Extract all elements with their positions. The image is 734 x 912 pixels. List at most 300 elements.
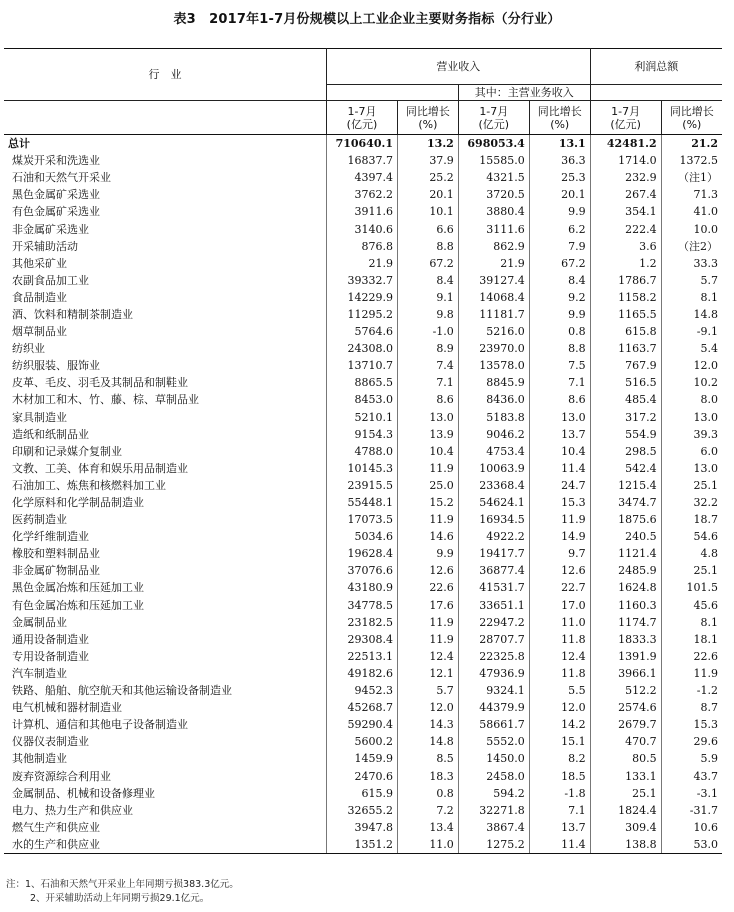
profit-value-cell: 554.9: [590, 426, 661, 443]
profit-value-cell: 2485.9: [590, 562, 661, 579]
table-row: [4, 272, 722, 289]
main-revenue-growth-cell: 9.7: [529, 545, 590, 562]
table-row: [4, 716, 722, 733]
profit-growth-cell: 18.1: [661, 631, 722, 648]
main-revenue-growth-cell: 11.4: [529, 460, 590, 477]
profit-value-cell: 3966.1: [590, 665, 661, 682]
main-revenue-growth-cell: 15.3: [529, 494, 590, 511]
table-row: [4, 443, 722, 460]
revenue-value-cell: 22513.1: [326, 648, 397, 665]
industry-name-cell: 家具制造业: [4, 409, 326, 426]
revenue-growth-cell: 9.8: [397, 306, 458, 323]
revenue-growth-cell: 14.3: [397, 716, 458, 733]
profit-growth-cell: -9.1: [661, 323, 722, 340]
main-revenue-value-cell: 3867.4: [458, 819, 529, 836]
revenue-growth-cell: 37.9: [397, 152, 458, 169]
revenue-growth-cell: 12.1: [397, 665, 458, 682]
profit-growth-cell: 5.4: [661, 340, 722, 357]
main-revenue-value-cell: 44379.9: [458, 699, 529, 716]
revenue-value-cell: 4397.4: [326, 169, 397, 186]
profit-value-cell: 133.1: [590, 767, 661, 784]
revenue-growth-cell: 22.6: [397, 579, 458, 596]
revenue-growth-cell: 12.0: [397, 699, 458, 716]
profit-growth-cell: 53.0: [661, 836, 722, 854]
main-revenue-value-cell: 15585.0: [458, 152, 529, 169]
main-revenue-growth-cell: 7.1: [529, 802, 590, 819]
table-row: [4, 203, 722, 220]
revenue-value-cell: 9452.3: [326, 682, 397, 699]
revenue-growth-cell: 12.4: [397, 648, 458, 665]
profit-value-cell: 1215.4: [590, 477, 661, 494]
main-revenue-growth-cell: -1.8: [529, 785, 590, 802]
industry-name-cell: 其他采矿业: [4, 255, 326, 272]
revenue-growth-cell: -1.0: [397, 323, 458, 340]
main-revenue-growth-cell: 9.9: [529, 203, 590, 220]
profit-growth-cell: 21.2: [661, 135, 722, 153]
profit-growth-cell: 32.2: [661, 494, 722, 511]
revenue-growth-cell: 8.8: [397, 238, 458, 255]
table-row: [4, 733, 722, 750]
table-row: [4, 460, 722, 477]
table-row: [4, 409, 722, 426]
main-revenue-growth-header: 同比增长 (%): [529, 101, 590, 135]
main-revenue-growth-cell: 13.7: [529, 426, 590, 443]
main-revenue-value-cell: 9324.1: [458, 682, 529, 699]
revenue-growth-cell: 11.9: [397, 614, 458, 631]
profit-value-cell: 1174.7: [590, 614, 661, 631]
industry-name-cell: 有色金属冶炼和压延加工业: [4, 597, 326, 614]
main-revenue-value-cell: 16934.5: [458, 511, 529, 528]
revenue-value-cell: 3762.2: [326, 186, 397, 203]
profit-value-cell: 1714.0: [590, 152, 661, 169]
profit-value-cell: 2574.6: [590, 699, 661, 716]
main-revenue-growth-cell: 18.5: [529, 767, 590, 784]
revenue-growth-cell: 5.7: [397, 682, 458, 699]
profit-value-cell: 138.8: [590, 836, 661, 854]
profit-value-cell: 1158.2: [590, 289, 661, 306]
revenue-growth-cell: 10.4: [397, 443, 458, 460]
industry-name-cell: 电力、热力生产和供应业: [4, 802, 326, 819]
profit-value-cell: 1624.8: [590, 579, 661, 596]
main-revenue-growth-cell: 8.2: [529, 750, 590, 767]
industry-name-cell: 铁路、船舶、航空航天和其他运输设备制造业: [4, 682, 326, 699]
profit-value-cell: 1.2: [590, 255, 661, 272]
main-revenue-value-cell: 58661.7: [458, 716, 529, 733]
profit-value-cell: 470.7: [590, 733, 661, 750]
industry-name-cell: 专用设备制造业: [4, 648, 326, 665]
revenue-growth-cell: 18.3: [397, 767, 458, 784]
main-revenue-growth-cell: 11.0: [529, 614, 590, 631]
profit-growth-cell: 41.0: [661, 203, 722, 220]
main-revenue-value-header: 1-7月 (亿元): [458, 101, 529, 135]
table-row: [4, 426, 722, 443]
table-row: [4, 631, 722, 648]
main-revenue-value-cell: 21.9: [458, 255, 529, 272]
revenue-growth-cell: 10.1: [397, 203, 458, 220]
profit-value-cell: 512.2: [590, 682, 661, 699]
main-revenue-value-cell: 32271.8: [458, 802, 529, 819]
main-revenue-growth-cell: 9.2: [529, 289, 590, 306]
revenue-value-cell: 21.9: [326, 255, 397, 272]
industry-name-cell: 化学原料和化学制品制造业: [4, 494, 326, 511]
main-revenue-growth-cell: 67.2: [529, 255, 590, 272]
revenue-value-cell: 49182.6: [326, 665, 397, 682]
main-revenue-value-cell: 28707.7: [458, 631, 529, 648]
table-row: [4, 391, 722, 408]
profit-value-cell: 42481.2: [590, 135, 661, 153]
profit-growth-cell: 15.3: [661, 716, 722, 733]
profit-growth-cell: 71.3: [661, 186, 722, 203]
table-row: [4, 152, 722, 169]
main-revenue-growth-cell: 12.0: [529, 699, 590, 716]
main-revenue-value-cell: 8845.9: [458, 374, 529, 391]
main-revenue-growth-cell: 13.1: [529, 135, 590, 153]
industry-name-cell: 仪器仪表制造业: [4, 733, 326, 750]
table-row: [4, 289, 722, 306]
footnote-2: 2、开采辅助活动上年同期亏损29.1亿元。: [30, 893, 210, 904]
revenue-header: 营业收入: [326, 49, 590, 85]
profit-growth-cell: 10.2: [661, 374, 722, 391]
industry-name-cell: 其他制造业: [4, 750, 326, 767]
table-row: [4, 785, 722, 802]
profit-value-cell: 309.4: [590, 819, 661, 836]
industry-name-cell: 煤炭开采和洗选业: [4, 152, 326, 169]
profit-value-cell: 1160.3: [590, 597, 661, 614]
revenue-value-cell: 45268.7: [326, 699, 397, 716]
main-revenue-growth-cell: 11.8: [529, 631, 590, 648]
revenue-value-cell: 5034.6: [326, 528, 397, 545]
revenue-growth-cell: 20.1: [397, 186, 458, 203]
main-revenue-value-cell: 22947.2: [458, 614, 529, 631]
revenue-value-cell: 39332.7: [326, 272, 397, 289]
industry-name-cell: 金属制品业: [4, 614, 326, 631]
industry-name-cell: 酒、饮料和精制茶制造业: [4, 306, 326, 323]
revenue-growth-cell: 9.1: [397, 289, 458, 306]
revenue-growth-cell: 11.0: [397, 836, 458, 854]
revenue-value-cell: 14229.9: [326, 289, 397, 306]
industry-name-cell: 石油和天然气开采业: [4, 169, 326, 186]
revenue-growth-cell: 14.6: [397, 528, 458, 545]
industry-name-cell: 非金属矿物制品业: [4, 562, 326, 579]
main-revenue-header: 其中：主营业务收入: [458, 85, 590, 101]
table-row: [4, 579, 722, 596]
profit-growth-cell: -3.1: [661, 785, 722, 802]
revenue-value-cell: 37076.6: [326, 562, 397, 579]
table-row: [4, 374, 722, 391]
main-revenue-value-cell: 33651.1: [458, 597, 529, 614]
revenue-value-cell: 1351.2: [326, 836, 397, 854]
table-row: [4, 819, 722, 836]
industry-name-cell: 橡胶和塑料制品业: [4, 545, 326, 562]
revenue-growth-cell: 11.9: [397, 511, 458, 528]
industry-name-cell: 造纸和纸制品业: [4, 426, 326, 443]
main-revenue-value-cell: 4753.4: [458, 443, 529, 460]
profit-value-cell: 3.6: [590, 238, 661, 255]
main-revenue-value-cell: 698053.4: [458, 135, 529, 153]
profit-growth-cell: 54.6: [661, 528, 722, 545]
revenue-value-cell: 2470.6: [326, 767, 397, 784]
table-row: [4, 528, 722, 545]
profit-growth-cell: 13.0: [661, 409, 722, 426]
profit-value-cell: 267.4: [590, 186, 661, 203]
revenue-growth-cell: 0.8: [397, 785, 458, 802]
revenue-value-cell: 8453.0: [326, 391, 397, 408]
table-row: [4, 477, 722, 494]
main-revenue-growth-cell: 11.9: [529, 511, 590, 528]
main-revenue-value-cell: 47936.9: [458, 665, 529, 682]
main-revenue-value-cell: 2458.0: [458, 767, 529, 784]
revenue-value-cell: 8865.5: [326, 374, 397, 391]
industry-name-cell: 有色金属矿采选业: [4, 203, 326, 220]
table-row: [4, 220, 722, 237]
revenue-value-cell: 3140.6: [326, 220, 397, 237]
profit-growth-cell: -31.7: [661, 802, 722, 819]
revenue-value-cell: 17073.5: [326, 511, 397, 528]
revenue-value-cell: 10145.3: [326, 460, 397, 477]
main-revenue-growth-cell: 10.4: [529, 443, 590, 460]
table-row: [4, 169, 722, 186]
table-row: [4, 357, 722, 374]
revenue-value-cell: 23182.5: [326, 614, 397, 631]
footnotes: [6, 878, 239, 906]
profit-growth-header: 同比增长 (%): [661, 101, 722, 135]
profit-value-cell: 485.4: [590, 391, 661, 408]
revenue-value-cell: 3947.8: [326, 819, 397, 836]
main-revenue-growth-cell: 9.9: [529, 306, 590, 323]
table-row: [4, 306, 722, 323]
industry-header: 行 业: [4, 49, 326, 101]
main-revenue-growth-cell: 11.8: [529, 665, 590, 682]
main-revenue-growth-cell: 13.0: [529, 409, 590, 426]
main-revenue-growth-cell: 8.8: [529, 340, 590, 357]
profit-header: 利润总额: [590, 49, 722, 85]
table-row: [4, 802, 722, 819]
industry-name-cell: 纺织业: [4, 340, 326, 357]
industry-name-cell: 纺织服装、服饰业: [4, 357, 326, 374]
profit-growth-cell: 43.7: [661, 767, 722, 784]
profit-growth-cell: 25.1: [661, 562, 722, 579]
industry-name-cell: 金属制品、机械和设备修理业: [4, 785, 326, 802]
main-revenue-value-cell: 54624.1: [458, 494, 529, 511]
revenue-growth-cell: 7.4: [397, 357, 458, 374]
profit-value-cell: 240.5: [590, 528, 661, 545]
table-row: [4, 767, 722, 784]
profit-value-cell: 1833.3: [590, 631, 661, 648]
profit-value-cell: 1163.7: [590, 340, 661, 357]
profit-value-cell: 615.8: [590, 323, 661, 340]
main-revenue-growth-cell: 0.8: [529, 323, 590, 340]
profit-growth-cell: 29.6: [661, 733, 722, 750]
main-revenue-growth-cell: 13.7: [529, 819, 590, 836]
revenue-value-cell: 5764.6: [326, 323, 397, 340]
main-revenue-value-cell: 19417.7: [458, 545, 529, 562]
industry-name-cell: 印刷和记录媒介复制业: [4, 443, 326, 460]
industry-name-cell: 总计: [4, 135, 326, 153]
main-revenue-value-cell: 11181.7: [458, 306, 529, 323]
revenue-growth-cell: 13.4: [397, 819, 458, 836]
revenue-value-cell: 876.8: [326, 238, 397, 255]
profit-growth-cell: 8.7: [661, 699, 722, 716]
revenue-growth-cell: 8.9: [397, 340, 458, 357]
main-revenue-value-cell: 5216.0: [458, 323, 529, 340]
industry-name-cell: 石油加工、炼焦和核燃料加工业: [4, 477, 326, 494]
industry-name-cell: 开采辅助活动: [4, 238, 326, 255]
revenue-growth-cell: 12.6: [397, 562, 458, 579]
main-revenue-growth-cell: 12.4: [529, 648, 590, 665]
main-revenue-value-cell: 8436.0: [458, 391, 529, 408]
main-revenue-growth-cell: 15.1: [529, 733, 590, 750]
profit-growth-cell: 22.6: [661, 648, 722, 665]
main-revenue-growth-cell: 7.5: [529, 357, 590, 374]
revenue-growth-cell: 17.6: [397, 597, 458, 614]
revenue-value-cell: 23915.5: [326, 477, 397, 494]
main-revenue-growth-cell: 7.1: [529, 374, 590, 391]
table-row: [4, 665, 722, 682]
main-revenue-value-cell: 4922.2: [458, 528, 529, 545]
revenue-value-cell: 710640.1: [326, 135, 397, 153]
revenue-growth-cell: 13.9: [397, 426, 458, 443]
profit-growth-cell: 8.1: [661, 614, 722, 631]
industry-name-cell: 黑色金属矿采选业: [4, 186, 326, 203]
revenue-value-cell: 9154.3: [326, 426, 397, 443]
table-row: [4, 511, 722, 528]
table-row: [4, 340, 722, 357]
profit-value-cell: 354.1: [590, 203, 661, 220]
main-revenue-value-cell: 14068.4: [458, 289, 529, 306]
profit-value-cell: 1824.4: [590, 802, 661, 819]
main-revenue-growth-cell: 12.6: [529, 562, 590, 579]
main-revenue-growth-cell: 17.0: [529, 597, 590, 614]
industry-name-cell: 食品制造业: [4, 289, 326, 306]
main-revenue-growth-cell: 7.9: [529, 238, 590, 255]
revenue-growth-cell: 8.5: [397, 750, 458, 767]
revenue-growth-cell: 67.2: [397, 255, 458, 272]
main-revenue-growth-cell: 20.1: [529, 186, 590, 203]
table-row: [4, 750, 722, 767]
revenue-value-cell: 59290.4: [326, 716, 397, 733]
profit-value-cell: 2679.7: [590, 716, 661, 733]
main-revenue-growth-cell: 24.7: [529, 477, 590, 494]
profit-growth-cell: 6.0: [661, 443, 722, 460]
table-body: [4, 135, 722, 854]
profit-growth-cell: 14.8: [661, 306, 722, 323]
main-revenue-value-cell: 1275.2: [458, 836, 529, 854]
table-row: [4, 545, 722, 562]
profit-growth-cell: 25.1: [661, 477, 722, 494]
main-revenue-growth-cell: 6.2: [529, 220, 590, 237]
revenue-value-cell: 29308.4: [326, 631, 397, 648]
revenue-growth-cell: 11.9: [397, 631, 458, 648]
profit-growth-cell: 1372.5: [661, 152, 722, 169]
profit-growth-cell: 33.3: [661, 255, 722, 272]
table-title: 表3 2017年1-7月份规模以上工业企业主要财务指标（分行业）: [173, 12, 561, 27]
industry-name-cell: 废弃资源综合利用业: [4, 767, 326, 784]
revenue-growth-cell: 11.9: [397, 460, 458, 477]
revenue-growth-cell: 8.4: [397, 272, 458, 289]
profit-value-cell: 767.9: [590, 357, 661, 374]
profit-value-cell: 25.1: [590, 785, 661, 802]
profit-value-cell: 317.2: [590, 409, 661, 426]
revenue-growth-cell: 14.8: [397, 733, 458, 750]
revenue-value-cell: 4788.0: [326, 443, 397, 460]
profit-growth-cell: -1.2: [661, 682, 722, 699]
profit-growth-cell: （注2）: [661, 238, 722, 255]
main-revenue-value-cell: 23970.0: [458, 340, 529, 357]
profit-growth-cell: 4.8: [661, 545, 722, 562]
main-revenue-growth-cell: 25.3: [529, 169, 590, 186]
revenue-growth-cell: 9.9: [397, 545, 458, 562]
main-revenue-value-cell: 10063.9: [458, 460, 529, 477]
main-revenue-growth-cell: 36.3: [529, 152, 590, 169]
main-revenue-value-cell: 5552.0: [458, 733, 529, 750]
profit-value-cell: 222.4: [590, 220, 661, 237]
main-revenue-value-cell: 36877.4: [458, 562, 529, 579]
revenue-growth-cell: 6.6: [397, 220, 458, 237]
industry-name-cell: 非金属矿采选业: [4, 220, 326, 237]
revenue-growth-cell: 13.2: [397, 135, 458, 153]
profit-value-cell: 1786.7: [590, 272, 661, 289]
profit-growth-cell: （注1）: [661, 169, 722, 186]
profit-value-cell: 1121.4: [590, 545, 661, 562]
revenue-value-cell: 55448.1: [326, 494, 397, 511]
revenue-growth-cell: 25.2: [397, 169, 458, 186]
table-row: [4, 682, 722, 699]
revenue-value-cell: 13710.7: [326, 357, 397, 374]
profit-value-cell: 1165.5: [590, 306, 661, 323]
main-revenue-growth-cell: 14.2: [529, 716, 590, 733]
revenue-value-cell: 3911.6: [326, 203, 397, 220]
main-revenue-value-cell: 594.2: [458, 785, 529, 802]
main-revenue-value-cell: 3111.6: [458, 220, 529, 237]
main-revenue-growth-cell: 11.4: [529, 836, 590, 854]
profit-growth-cell: 18.7: [661, 511, 722, 528]
main-revenue-growth-cell: 5.5: [529, 682, 590, 699]
main-revenue-value-cell: 3720.5: [458, 186, 529, 203]
profit-growth-cell: 10.6: [661, 819, 722, 836]
profit-growth-cell: 13.0: [661, 460, 722, 477]
profit-growth-cell: 39.3: [661, 426, 722, 443]
table-row: [4, 562, 722, 579]
revenue-growth-cell: 13.0: [397, 409, 458, 426]
profit-value-cell: 1875.6: [590, 511, 661, 528]
profit-value-cell: 516.5: [590, 374, 661, 391]
profit-growth-cell: 101.5: [661, 579, 722, 596]
industry-name-cell: 皮革、毛皮、羽毛及其制品和制鞋业: [4, 374, 326, 391]
industry-name-cell: 农副食品加工业: [4, 272, 326, 289]
revenue-growth-cell: 7.1: [397, 374, 458, 391]
profit-value-cell: 1391.9: [590, 648, 661, 665]
profit-value-header: 1-7月 (亿元): [590, 101, 661, 135]
table-row: [4, 186, 722, 203]
profit-value-cell: 80.5: [590, 750, 661, 767]
table-row: [4, 699, 722, 716]
industry-name-cell: 黑色金属冶炼和压延加工业: [4, 579, 326, 596]
table-row: [4, 494, 722, 511]
revenue-value-cell: 43180.9: [326, 579, 397, 596]
table-row: [4, 238, 722, 255]
main-revenue-value-cell: 22325.8: [458, 648, 529, 665]
revenue-value-cell: 615.9: [326, 785, 397, 802]
revenue-growth-cell: 15.2: [397, 494, 458, 511]
profit-growth-cell: 45.6: [661, 597, 722, 614]
revenue-growth-cell: 25.0: [397, 477, 458, 494]
main-revenue-growth-cell: 14.9: [529, 528, 590, 545]
industry-name-cell: 燃气生产和供应业: [4, 819, 326, 836]
revenue-growth-header: 同比增长 (%): [397, 101, 458, 135]
industry-name-cell: 通用设备制造业: [4, 631, 326, 648]
main-revenue-value-cell: 4321.5: [458, 169, 529, 186]
industry-name-cell: 医药制造业: [4, 511, 326, 528]
